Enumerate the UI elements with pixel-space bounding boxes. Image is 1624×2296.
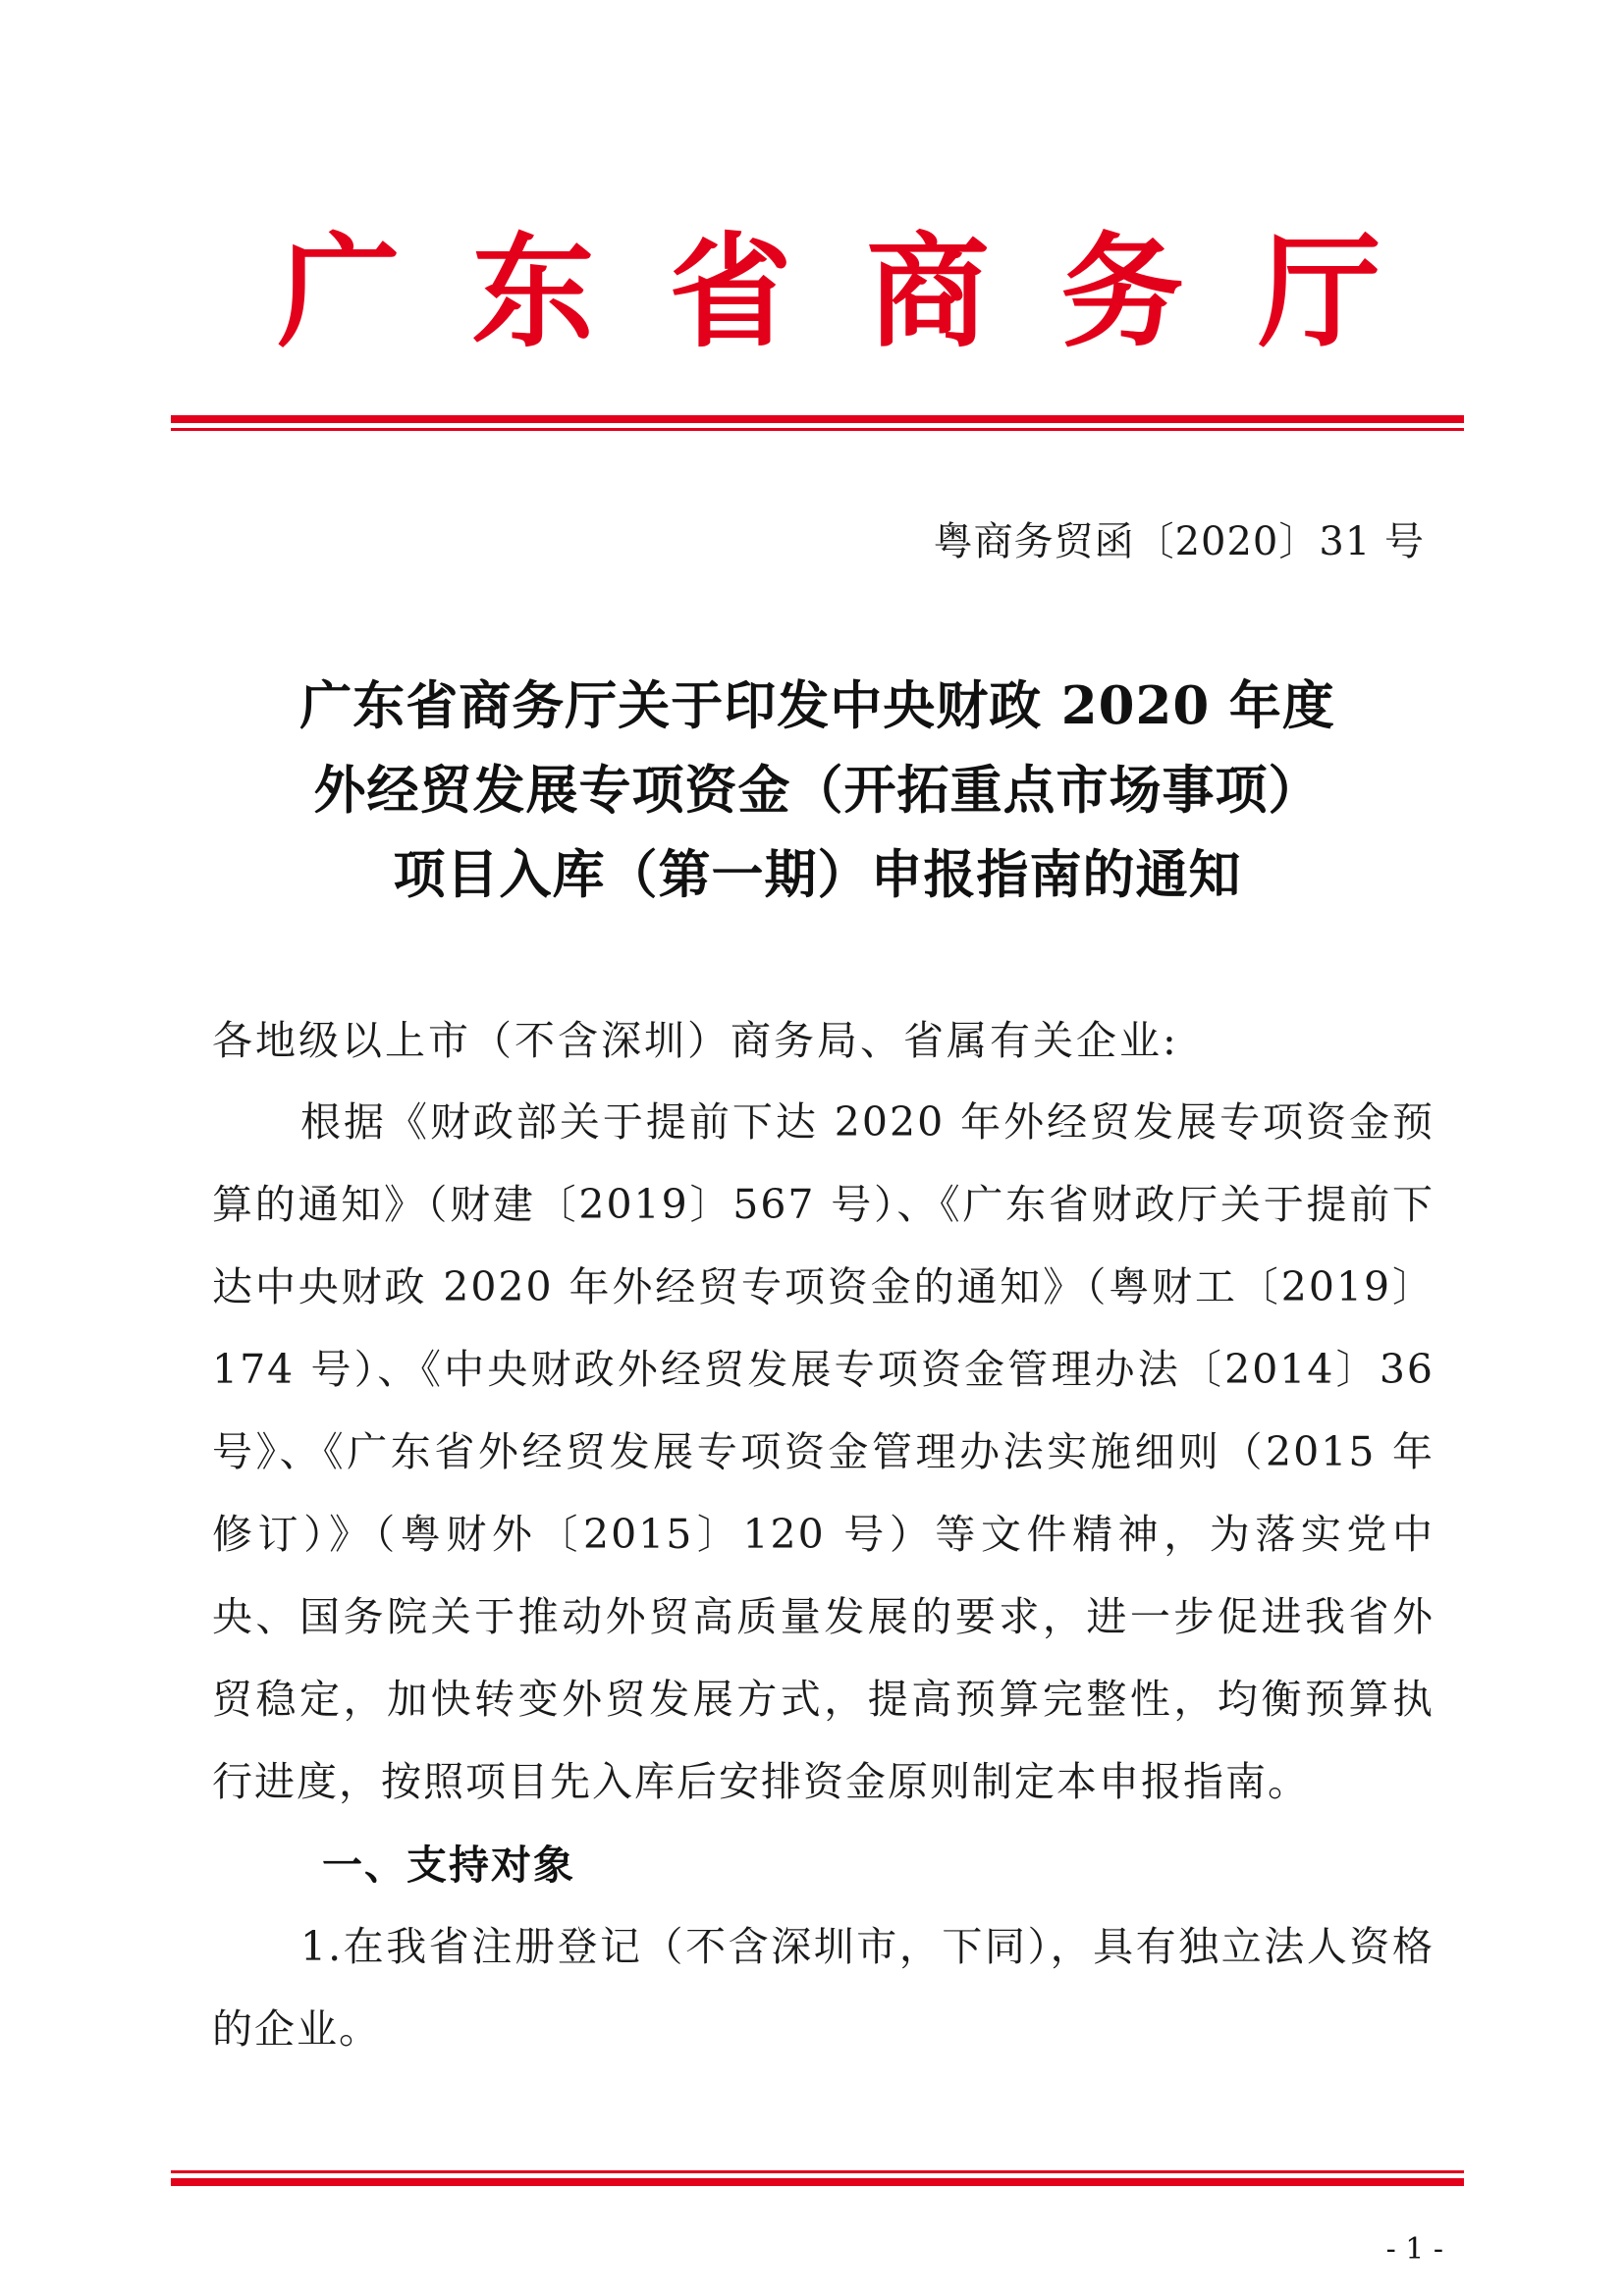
body-paragraph: 根据《财政部关于提前下达 2020 年外经贸发展专项资金预算的通知》（财建〔2019〕567 号）、《广东省财政厅关于提前下达中央财政 2020 年外经贸专项资金的通知》（粤财工〔2019〕174 号）、《中央财政外经贸发展专项资金管理办法〔2014〕36 号》、《广东省外经贸发展专项资金管理办法实施细则（2015 年修订）》（粤财外〔2015〕120 号）等文件精神，为落实党中央、国务院关于推动外贸高质量发展的要求，进一步促进我省外贸稳定，加快转变外贸发展方式，提高预算完整性，均衡预算执行进度，按照项目先入库后安排资金原则制定本申报指南。 <box>212 1098 1435 1805</box>
header-char: 商 <box>866 221 990 364</box>
title-line: 项目入库（第一期）申报指南的通知 <box>393 844 1242 905</box>
support-item: 1.在我省注册登记（不含深圳市，下同），具有独立法人资格的企业。 <box>212 1923 1435 2053</box>
document-number: 粤商务贸函〔2020〕31 号 <box>933 519 1425 564</box>
header-char: 厅 <box>1258 221 1381 364</box>
header-char: 省 <box>669 221 792 364</box>
header-char: 东 <box>471 221 595 364</box>
issuer-header <box>0 214 1624 371</box>
footer-rule-thin <box>171 2170 1464 2173</box>
footer-rule-thick <box>171 2178 1464 2186</box>
header-rule-thick <box>171 415 1464 423</box>
header-char: 广 <box>277 221 401 364</box>
title-line: 外经贸发展专项资金（开拓重点市场事项） <box>313 760 1322 821</box>
document-title <box>171 664 1464 917</box>
section-heading: 一、支持对象 <box>322 1842 575 1889</box>
page-number: - 1 - <box>1385 2232 1443 2267</box>
title-line: 广东省商务厅关于印发中央财政 2020 年度 <box>299 675 1335 736</box>
salutation: 各地级以上市（不含深圳）商务局、省属有关企业: <box>212 1017 1179 1064</box>
header-char: 务 <box>1060 221 1184 364</box>
header-rule-thin <box>171 428 1464 431</box>
